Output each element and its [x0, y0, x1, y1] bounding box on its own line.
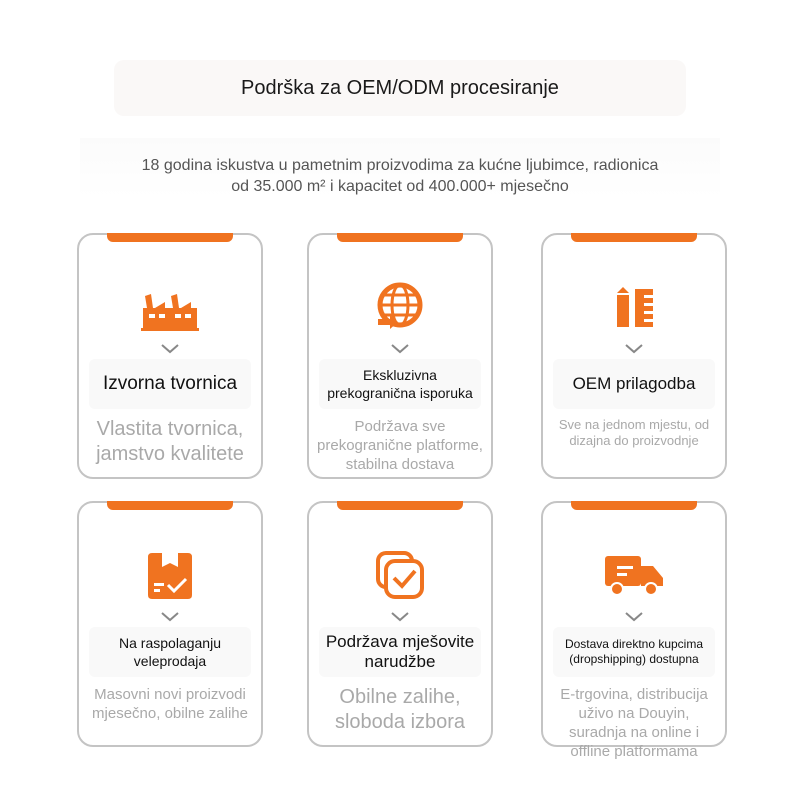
- card-description: Vlastita tvornica, jamstvo kvalitete: [96, 418, 244, 465]
- card-description: Obilne zalihe, sloboda izbora: [334, 686, 466, 733]
- card-heading: Dostava direktno kupcima (dropshipping) dostupna: [553, 627, 715, 677]
- delivery-truck-icon: [604, 547, 664, 603]
- card-description: Podržava sve prekogranične platforme, stabilna dostava: [317, 418, 483, 473]
- factory-icon: [140, 279, 200, 335]
- card-description: E-trgovina, distribucija uživo na Douyin, suradnja na online i offline platformama: [560, 686, 708, 760]
- chevron-down-icon: [390, 611, 410, 623]
- chevron-down-icon: [624, 343, 644, 355]
- globe-shipping-icon: [370, 279, 430, 335]
- chevron-down-icon: [624, 611, 644, 623]
- subtitle-line-1: 18 godina iskustva u pametnim proizvodima za kućne ljubimce, radionica: [141, 157, 659, 174]
- card-heading: OEM prilagodba: [553, 359, 715, 409]
- pencil-ruler-icon: [604, 279, 664, 335]
- card-accent-tab: [337, 501, 463, 510]
- checkbox-stack-icon: [370, 547, 430, 603]
- feature-card-dropshipping: [541, 501, 727, 760]
- feature-card-oem: [541, 233, 727, 479]
- card-heading: Izvorna tvornica: [89, 359, 251, 409]
- feature-card-mixed-orders: [307, 501, 493, 747]
- card-accent-tab: [337, 233, 463, 242]
- card-heading: Na raspolaganju veleprodaja: [89, 627, 251, 677]
- box-check-icon: [140, 547, 200, 603]
- page-title-text: Podrška za OEM/ODM procesiranje: [241, 76, 559, 99]
- card-description: Sve na jednom mjestu, od dizajna do proizvodnje: [558, 417, 710, 448]
- chevron-down-icon: [390, 343, 410, 355]
- page-title: [114, 60, 686, 116]
- chevron-down-icon: [160, 611, 180, 623]
- card-accent-tab: [571, 233, 697, 242]
- feature-card-cross-border: [307, 233, 493, 479]
- page-subtitle: [80, 138, 720, 198]
- card-description: Masovni novi proizvodi mjesečno, obilne zalihe: [92, 686, 248, 722]
- feature-card-factory: [77, 233, 263, 479]
- chevron-down-icon: [160, 343, 180, 355]
- card-accent-tab: [107, 233, 233, 242]
- card-accent-tab: [107, 501, 233, 510]
- card-heading: Podržava mješovite narudžbe: [319, 627, 481, 677]
- card-heading: Ekskluzivna prekogranična isporuka: [319, 359, 481, 409]
- feature-card-wholesale: [77, 501, 263, 747]
- subtitle-line-2: od 35.000 m² i kapacitet od 400.000+ mjesečno: [231, 178, 569, 195]
- card-accent-tab: [571, 501, 697, 510]
